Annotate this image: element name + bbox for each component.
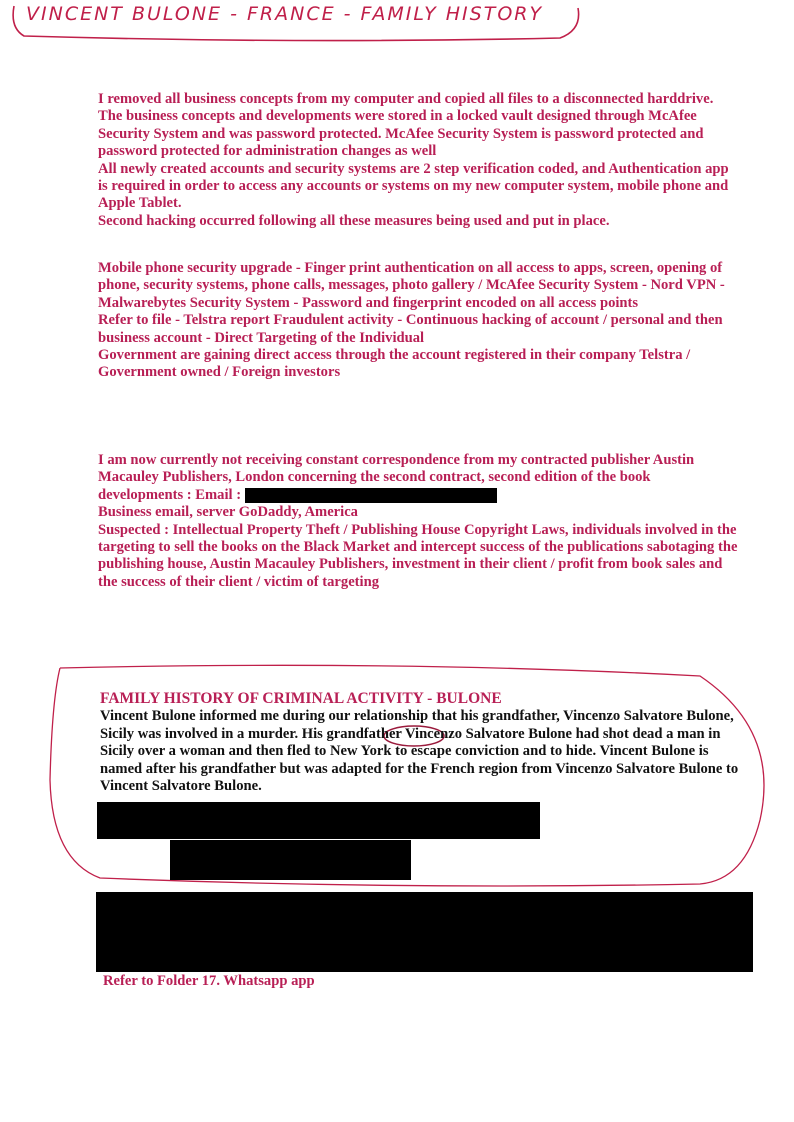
family-history-text: Vincent Bulone informed me during our relationship that his grandfather, Vincenzo Salvatore Bulone, Sicily was involved in a murder. His grandfather Vincenzo Salvatore Bulone had shot dead a man in Sicily over a woman and then fled to New York to escape conviction and to hide. Vincent Bulone is named after his grandfather but was adapted for the French region from Vincenzo Salvatore Bulone to Vincent Salvatore Bulone. (100, 708, 739, 795)
family-history-heading: FAMILY HISTORY OF CRIMINAL ACTIVITY - BULONE (100, 690, 502, 707)
publisher-section (98, 452, 738, 591)
mobile-paragraph: Government are gaining direct access through the account registered in their company Telstra / Government owned / Foreign investors (98, 347, 691, 381)
redaction-block (170, 840, 411, 880)
mobile-paragraph: Refer to file - Telstra report Fraudulent activity - Continuous hacking of account / personal and then business account - Direct Targeting of the Individual (98, 312, 723, 346)
folder-reference: Refer to Folder 17. Whatsapp app (103, 973, 315, 989)
security-paragraph: Second hacking occurred following all these measures being used and put in place. (98, 212, 610, 229)
security-paragraph: I removed all business concepts from my computer and copied all files to a disconnected harddrive. The business concepts and developments were stored in a locked vault designed through McAfee Security System and was password protected. McAfee Security System is password protected and password protected for administration changes as well (98, 91, 714, 160)
publisher-text: I am now currently not receiving constant correspondence from my contracted publisher Austin Macauley Publishers, London concerning the second contract, second edition of the book developments : Email : (98, 452, 695, 503)
email-redaction (245, 488, 497, 503)
publisher-paragraph: Suspected : Intellectual Property Theft / Publishing House Copyright Laws, individuals involved in the targeting to sell the books on the Black Market and intercept success of the publications sabotaging the publishing house, Austin Macauley Publishers, investment in their client / profit from book sales and the success of their client / victim of targeting (98, 521, 738, 590)
header-underline (13, 6, 579, 41)
security-paragraph: All newly created accounts and security systems are 2 step verification coded, and Authentication app is required in order to access any accounts or systems on my new computer system, mobile phone and Apple Tablet. (98, 160, 729, 212)
mobile-section (98, 260, 738, 382)
redaction-block (97, 802, 540, 839)
handwritten-title: VINCENT BULONE - FRANCE - FAMILY HISTORY (26, 3, 544, 25)
security-section (98, 91, 738, 230)
publisher-paragraph: Business email, server GoDaddy, America (98, 504, 358, 521)
redaction-block (96, 892, 753, 972)
mobile-paragraph: Mobile phone security upgrade - Finger print authentication on all access to apps, screen, opening of phone, security systems, phone calls, messages, photo gallery / McAfee Security System - Nord VPN - Malwarebytes Security System - Password and fingerprint encoded on all access points (98, 260, 725, 311)
publisher-paragraph (98, 452, 738, 504)
family-history-section (100, 690, 740, 796)
